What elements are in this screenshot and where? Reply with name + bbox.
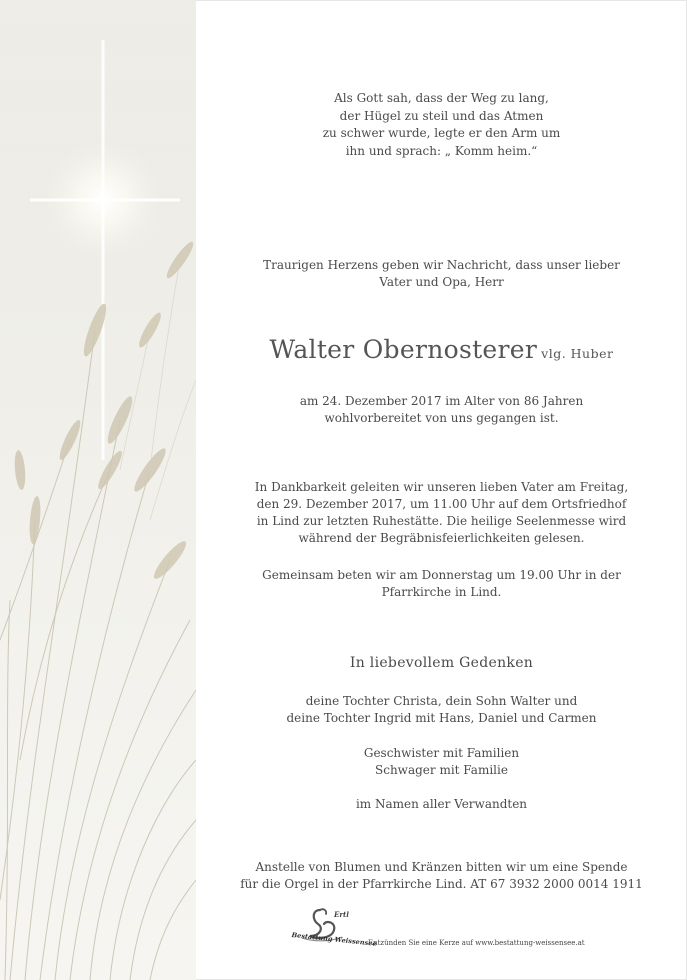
wheat-illustration bbox=[0, 0, 196, 980]
logo-brand: Ertl bbox=[334, 910, 349, 919]
candle-link-text[interactable]: Entzünden Sie eine Kerze auf www.bestattung-weissensee.at bbox=[368, 939, 585, 947]
wheat-field-image bbox=[0, 0, 196, 980]
family-children bbox=[196, 693, 687, 727]
funeral-line: während der Begräbnisfeierlichkeiten gelesen. bbox=[298, 531, 585, 545]
intro-line: Traurigen Herzens geben wir Nachricht, dass unser lieber bbox=[263, 258, 620, 272]
date-line: am 24. Dezember 2017 im Alter von 86 Jahren bbox=[299, 394, 584, 408]
family-line: Schwager mit Familie bbox=[375, 763, 508, 777]
funeral-home-logo bbox=[290, 904, 378, 950]
intro-line: Vater und Opa, Herr bbox=[379, 275, 504, 289]
poem-line: der Hügel zu steil und das Atmen bbox=[339, 108, 544, 123]
funeral-line: in Lind zur letzten Ruhestätte. Die heilige Seelenmesse wird bbox=[256, 514, 627, 528]
death-date bbox=[196, 393, 687, 427]
memory-heading: In liebevollem Gedenken bbox=[349, 655, 534, 671]
logo-name: Bestattung Weissensee bbox=[291, 931, 378, 948]
poem-line: ihn und sprach: „ Komm heim.“ bbox=[345, 143, 538, 158]
prayer-line: Pfarrkirche in Lind. bbox=[381, 585, 502, 599]
donation-request bbox=[196, 859, 687, 893]
family-line: im Namen aller Verwandten bbox=[355, 797, 528, 811]
family-line: deine Tochter Christa, dein Sohn Walter und bbox=[305, 694, 578, 708]
family-relatives bbox=[196, 796, 687, 813]
prayer-details bbox=[196, 567, 687, 601]
family-siblings bbox=[196, 745, 687, 779]
prayer-line: Gemeinsam beten wir am Donnerstag um 19.00 Uhr in der bbox=[262, 568, 621, 582]
donation-line: für die Orgel in der Pfarrkirche Lind. AT 67 3932 2000 0014 1911 bbox=[240, 877, 643, 891]
funeral-line: den 29. Dezember 2017, um 11.00 Uhr auf dem Ortsfriedhof bbox=[256, 497, 627, 511]
deceased-name: Walter Obernosterer bbox=[269, 335, 538, 364]
poem bbox=[196, 90, 687, 160]
obituary-text bbox=[196, 0, 687, 980]
family-line: Geschwister mit Familien bbox=[363, 746, 520, 760]
funeral-line: In Dankbarkeit geleiten wir unseren lieben Vater am Freitag, bbox=[254, 480, 629, 494]
poem-line: zu schwer wurde, legte er den Arm um bbox=[322, 126, 561, 140]
footer bbox=[290, 904, 610, 954]
deceased-alias: vlg. Huber bbox=[541, 346, 614, 361]
family-line: deine Tochter Ingrid mit Hans, Daniel und Carmen bbox=[286, 711, 597, 725]
announcement-intro bbox=[196, 257, 687, 291]
donation-line: Anstelle von Blumen und Kränzen bitten wir um eine Spende bbox=[255, 860, 628, 874]
funeral-details bbox=[196, 479, 687, 547]
deceased-name-line bbox=[196, 334, 687, 370]
date-line: wohlvorbereitet von uns gegangen ist. bbox=[324, 411, 559, 425]
poem-line: Als Gott sah, dass der Weg zu lang, bbox=[334, 91, 549, 105]
